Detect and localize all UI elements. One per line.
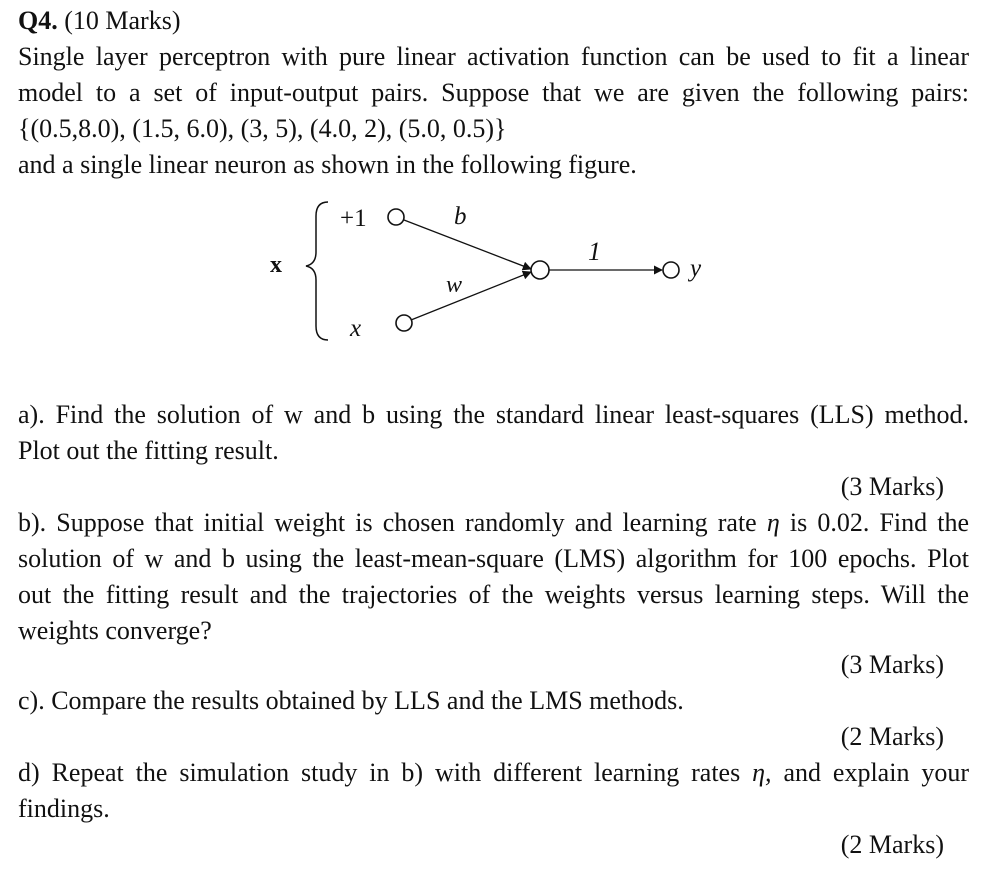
part-b-marks: (3 Marks) [840,650,944,679]
input-brace [306,202,328,340]
part-b-line-3: out the fitting result and the trajectories of the weights versus learning steps. Will the [18,580,969,609]
weight-label: w [446,272,463,298]
intro-line-1: Single layer perceptron with pure linear activation function can be used to fit a linear [18,42,969,71]
learning-rate-symbol-d: η, [752,758,772,787]
x-input-node [396,315,412,331]
learning-rate-symbol: η [766,508,780,537]
bias-input-node [388,209,404,225]
part-d-line-2: findings. [18,794,110,823]
neuron-diagram [250,190,730,350]
part-d-line-1-start: d) Repeat the simulation study in b) with different learning rates [18,758,741,787]
data-pairs: {(0.5,8.0), (1.5, 6.0), (3, 5), (4.0, 2), (5.0, 0.5)} [18,114,507,143]
part-c-marks: (2 Marks) [840,722,944,751]
output-node [663,262,679,278]
question-marks: (10 Marks) [64,6,181,35]
intro-line-4: and a single linear neuron as shown in the following figure. [18,150,637,179]
weight-edge [411,272,531,320]
output-label: y [690,255,702,282]
bias-weight-label: b [454,203,467,230]
part-b-line-2: solution of w and b using the least-mean-square (LMS) algorithm for 100 epochs. Plot [18,544,969,573]
bias-edge [404,220,531,269]
bias-input-label: +1 [340,205,367,232]
x-input-label: x [350,315,362,342]
part-b-line-1 [18,508,969,538]
intro-line-2: model to a set of input-output pairs. Suppose that we are given the following pairs: [18,78,969,107]
part-a-marks: (3 Marks) [840,472,944,501]
part-a-line-2: Plot out the fitting result. [18,436,279,465]
input-vector-label: x [270,252,282,278]
output-weight-label: 1 [588,237,601,266]
part-d-line-1-end: and explain your [783,758,970,787]
part-d-line-1 [18,758,969,788]
part-b-line-4: weights converge? [18,616,212,645]
neuron-node [531,261,549,279]
part-b-line-1-end: is 0.02. Find the [789,508,970,537]
question-header [18,6,181,36]
part-c-line-1: c). Compare the results obtained by LLS and the LMS methods. [18,686,684,715]
part-d-marks: (2 Marks) [840,830,944,859]
part-a-line-1: a). Find the solution of w and b using the standard linear least-squares (LLS) method. [18,400,969,429]
question-number: Q4. [18,6,58,35]
part-b-line-1-start: b). Suppose that initial weight is chosen randomly and learning rate [18,508,757,537]
